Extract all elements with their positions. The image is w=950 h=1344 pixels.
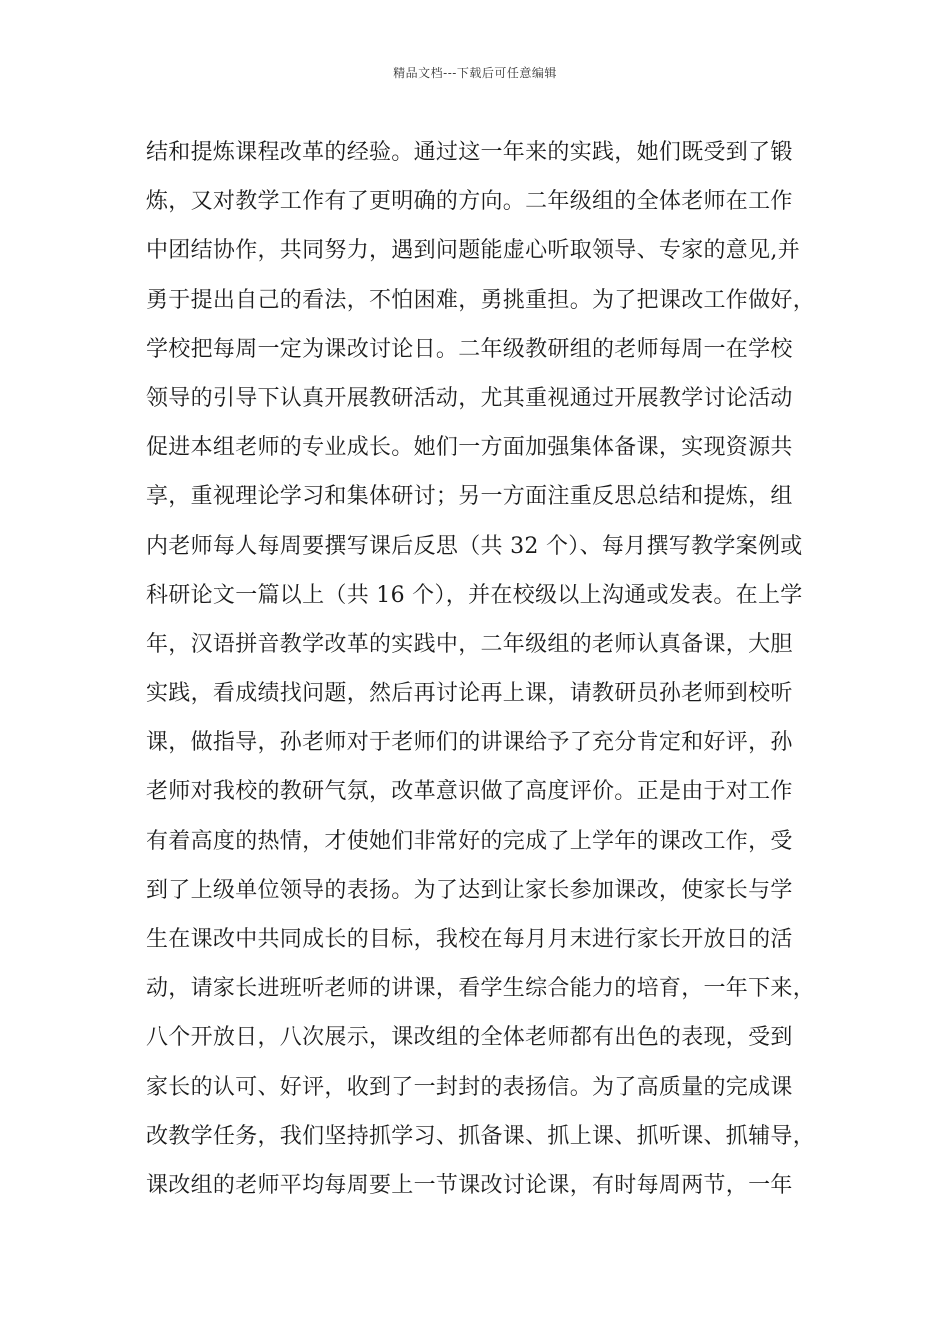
text-line: 课，做指导，孙老师对于老师们的讲课给予了充分肯定和好评，孙	[146, 730, 793, 756]
text-line: 中团结协作，共同努力，遇到问题能虚心听取领导、专家的意见,并	[146, 238, 800, 264]
text-line: 结和提炼课程改革的经验。通过这一年来的实践，她们既受到了锻	[146, 140, 793, 165]
text-line: 炼，又对教学工作有了更明确的方向。二年级组的全体老师在工作	[146, 189, 793, 215]
text-line: 勇于提出自己的看法，不怕困难，勇挑重担。为了把课改工作做好，	[146, 287, 816, 313]
text-line: 课改组的老师平均每周要上一节课改讨论课，有时每周两节，一年	[146, 1172, 793, 1198]
text-line: 实践，看成绩找问题，然后再讨论再上课，请教研员孙老师到校听	[146, 681, 793, 707]
text-line: 内老师每人每周要撰写课后反思（共 32 个）、每月撰写教学案例或	[146, 533, 803, 559]
text-line: 享，重视理论学习和集体研讨；另一方面注重反思总结和提炼，组	[146, 484, 793, 510]
text-line: 学校把每周一定为课改讨论日。二年级教研组的老师每周一在学校	[146, 336, 793, 362]
text-line: 改教学任务，我们坚持抓学习、抓备课、抓上课、抓听课、抓辅导，	[146, 1123, 816, 1149]
text-line: 有着高度的热情，才使她们非常好的完成了上学年的课改工作，受	[146, 828, 793, 854]
text-line: 动，请家长进班听老师的讲课，看学生综合能力的培育，一年下来，	[146, 976, 816, 1002]
text-line: 八个开放日，八次展示，课改组的全体老师都有出色的表现，受到	[146, 1025, 793, 1051]
text-line: 到了上级单位领导的表扬。为了达到让家长参加课改，使家长与学	[146, 877, 793, 903]
text-line: 科研论文一篇以上（共 16 个），并在校级以上沟通或发表。在上学	[146, 582, 803, 608]
text-line: 促进本组老师的专业成长。她们一方面加强集体备课，实现资源共	[146, 435, 793, 461]
text-line: 家长的认可、好评，收到了一封封的表扬信。为了高质量的完成课	[146, 1074, 793, 1100]
document-body	[146, 128, 826, 1210]
text-line: 领导的引导下认真开展教研活动，尤其重视通过开展教学讨论活动	[146, 385, 793, 411]
text-line: 年，汉语拼音教学改革的实践中，二年级组的老师认真备课，大胆	[146, 631, 793, 657]
text-line: 生在课改中共同成长的目标，我校在每月月末进行家长开放日的活	[146, 927, 793, 952]
page-header-note: 精品文档---下载后可任意编辑	[393, 66, 557, 80]
text-line: 老师对我校的教研气氛，改革意识做了高度评价。正是由于对工作	[146, 779, 793, 805]
